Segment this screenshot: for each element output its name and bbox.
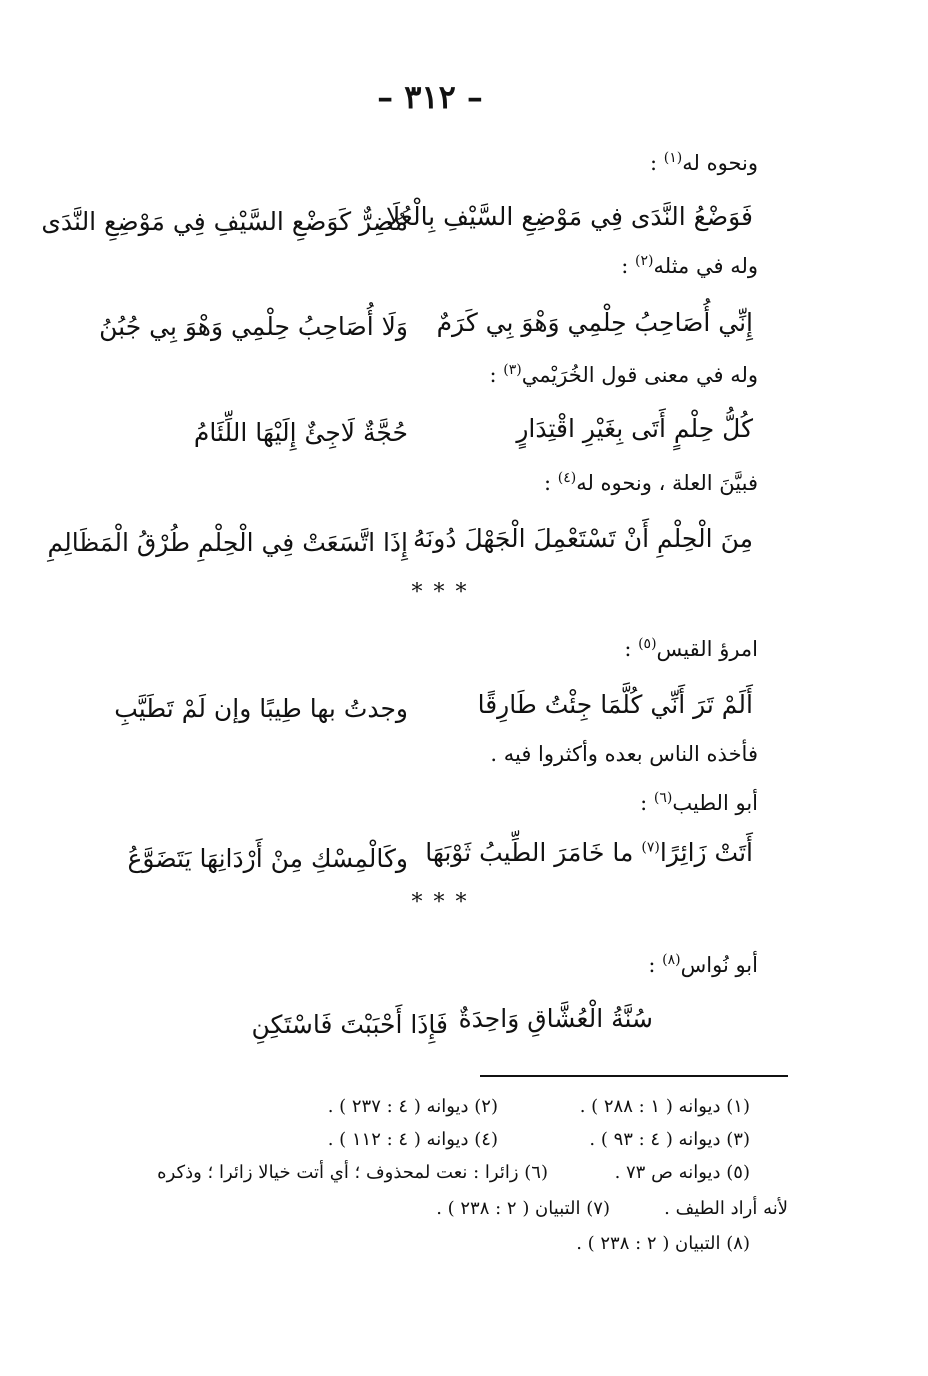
intro-colon: : — [621, 254, 629, 278]
footnote-ref: (٦) — [653, 790, 673, 806]
verse-hemistich-first: كُلُّ حِلْمٍ أَتَى بِغَيْرِ اقْتِدَارٍ — [516, 414, 753, 443]
verse-hemistich-first: سُنَّةُ الْعُشَّاقِ وَاحِدَةٌ — [458, 1004, 653, 1033]
intro-text: ونحوه له — [682, 151, 758, 175]
verse-hemistich-second: حُجَّةٌ لَاجِئٌ إِلَيْهَا اللِّئَامُ — [193, 418, 408, 447]
intro-text: امرؤ القيس — [656, 637, 758, 661]
intro-text: وله في معنى قول الخُرَيْمي — [521, 363, 758, 387]
section-separator-stars: * * * — [411, 580, 469, 605]
verse-hemistich-second: وَلَا أُصَاحِبُ حِلْمِي وَهْوَ بِي جُبُنُ — [99, 312, 408, 341]
verse-hemistich-second: وكَالْمِسْكِ مِنْ أَرْدَانِهَا يَتَضَوَّعُ — [127, 844, 408, 873]
verse-hemistich-first: فَوَضْعُ النَّدَى فِي مَوْضِعِ السَّيْفِ بِالْعُلَا — [385, 202, 753, 231]
intro-colon: : — [489, 363, 497, 387]
intro-colon: : — [543, 471, 552, 495]
intro-line-3 — [489, 362, 758, 387]
footnote-ref: (١) — [663, 150, 683, 166]
intro-line-6 — [640, 790, 758, 815]
intro-text: فبيَّنَ العلة ، ونحوه له — [576, 471, 758, 495]
verse-hemistich-first: أَلَمْ تَرَ أَنِّي كُلَّمَا جِئْتُ طَارِقًا — [477, 690, 753, 719]
intro-colon: : — [650, 151, 658, 175]
verse-hemistich-first: إِنِّي أُصَاحِبُ حِلْمِي وَهْوَ بِي كَرَمٌ — [436, 308, 753, 337]
footnote-6-continued: لأنه أراد الطيف . — [664, 1198, 788, 1219]
verse-hemistich-second: مُضِرٌّ كَوَضْعِ السَّيْفِ فِي مَوْضِعِ النَّدَى — [41, 207, 408, 236]
intro-line-7 — [648, 952, 758, 977]
intro-line-4 — [544, 470, 758, 495]
footnote-1: (١) ديوانه ( ١ : ٢٨٨ ) . — [579, 1096, 750, 1117]
intro-line-1 — [650, 150, 758, 175]
verse-hemistich-second: فَإِذَا أَحْبَبْتَ فَاسْتَكِنِ — [251, 1010, 448, 1039]
footnote-ref: (٣) — [503, 362, 522, 378]
footnote-ref: (٧) — [641, 839, 660, 856]
verse-text: ما خَامَرَ الطِّيبُ ثَوْبَهَا — [425, 838, 634, 867]
verse-hemistich-second: إِذَا اتَّسَعَتْ فِي الْحِلْمِ طُرْقُ الْمَظَالِمِ — [47, 528, 408, 557]
verse-hemistich-first — [425, 838, 753, 867]
footnote-ref: (٢) — [635, 253, 654, 269]
intro-line-2 — [621, 253, 758, 278]
prose-line: فأخذه الناس بعده وأكثروا فيه . — [490, 742, 758, 766]
footnote-3: (٣) ديوانه ( ٤ : ٩٣ ) . — [589, 1129, 750, 1150]
verse-hemistich-first: مِنَ الْحِلْمِ أَنْ تَسْتَعْمِلَ الْجَهْلَ دُونَهُ — [412, 524, 753, 553]
footnote-2: (٢) ديوانه ( ٤ : ٢٣٧ ) . — [327, 1096, 498, 1117]
intro-line-5 — [624, 636, 758, 661]
footnote-ref: (٨) — [662, 952, 681, 968]
intro-colon: : — [640, 791, 648, 815]
page-number: – ٣١٢ – — [377, 78, 483, 116]
intro-colon: : — [624, 637, 632, 661]
footnote-rule — [480, 1075, 788, 1077]
footnote-5: (٥) ديوانه ص ٧٣ . — [614, 1162, 750, 1183]
footnote-ref: (٥) — [638, 636, 657, 652]
footnote-ref: (٤) — [557, 470, 577, 486]
intro-text: أبو نُواس — [680, 953, 758, 977]
intro-text: أبو الطيب — [672, 791, 758, 815]
section-separator-stars: * * * — [411, 890, 469, 915]
footnote-4: (٤) ديوانه ( ٤ : ١١٢ ) . — [327, 1129, 498, 1150]
verse-hemistich-second: وجدتُ بها طِيبًا وإن لَمْ تَطَيَّبِ — [114, 694, 408, 723]
intro-colon: : — [648, 953, 656, 977]
intro-text: وله في مثله — [653, 254, 758, 278]
footnote-7: (٧) التبيان ( ٢ : ٢٣٨ ) . — [436, 1198, 610, 1219]
verse-text: أَتَتْ زَائِرًا — [659, 838, 753, 867]
footnote-6: (٦) زائرا : نعت لمحذوف ؛ أي أتت خيالا زائرا ؛ وذكره — [157, 1162, 548, 1183]
footnote-8: (٨) التبيان ( ٢ : ٢٣٨ ) . — [576, 1233, 750, 1254]
